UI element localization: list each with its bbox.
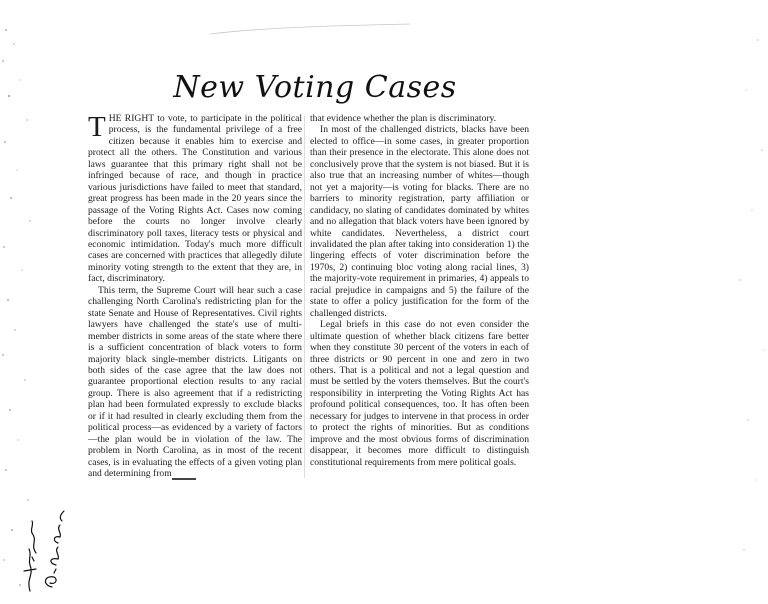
article-title: New Voting Cases bbox=[173, 70, 457, 105]
article-paragraph: This term, the Supreme Court will hear such a case challenging North Carolina's redistricting plan for the state Senate and House of Representatives. Civil rights lawyers have challenged the state's use of multi-member districts in some areas of the state where there is a sufficient concentration of black voters to form majority black single-member districts. Litigants on both sides of the case agree that the law does not guarantee proportional election results to any racial group. There is also agreement that if a redistricting plan had been formulated expressly to exclude blacks or if it had resulted in clearly excluding them from the political process—as evidenced by a variety of factors—the plan would be in violation of the law. The problem in North Carolina, as in most of the recent cases, is in evaluating the effects of a given voting plan and determining from bbox=[88, 284, 302, 480]
article-paragraph: that evidence whether the plan is discriminatory. bbox=[310, 113, 497, 124]
article-paragraph: Legal briefs in this case do not even consider the ultimate question of whether black citizens fare better when they constitute 30 percent of the voters in each of three districts or 90 percent in one and zero in two others. That is a political and not a legal question and must be settled by the voters themselves. But the court's responsibility in interpreting the Voting Rights Act has profound political consequences, too. It has often been necessary for judges to intervene in that process in order to protect the rights of minorities. But as conditions improve and the most obvious forms of discrimination disappear, it becomes more difficult to distinguish constitutional requirements from mere political goals. bbox=[310, 319, 529, 468]
handwritten-annotation bbox=[12, 505, 70, 595]
column-divider bbox=[304, 116, 305, 478]
paragraph-text: HE RIGHT to vote, to participate in the political process, is the fundamental privilege of a free citizen because it enables him to exercise and protect all the others. The Constitution and various laws guarantee that this primary right shall not be infringed because of race, and though in practice various jurisdictions have failed to meet that standard, great progress has been made in the 20 years since the passage of the Voting Rights Act. Cases now coming before the courts no longer involve clearly discriminatory poll taxes, literacy tests or physical and economic intimidation. Today's much more difficult cases are concerned with practices that allegedly dilute minority voting strength to the extent that they are, in fact, discriminatory. bbox=[88, 113, 302, 285]
end-mark bbox=[172, 478, 196, 480]
scan-noise-right bbox=[728, 0, 768, 604]
article-paragraph: In most of the challenged districts, blacks have been elected to office—in some cases, in greater proportion than their presence in the electorate. This alone does not conclusively prove that the system is not biased. But it is also true that an increasing number of whites—though not yet a majority—is voting for blacks. There are no barriers to minority registration, party affiliation or candidacy, no slating of candidates dominated by whites and no allegation that black voters have been ignored by white candidates. Nevertheless, a district court invalidated the plan after taking into consideration 1) the lingering effects of voter discrimination before the 1970s, 2) continuing bloc voting along racial lines, 3) the majority-vote requirement in primaries, 4) appeals to racial prejudice in campaigns and 5) the failure of the state to offer a policy justification for the form of the challenged districts. bbox=[310, 124, 529, 319]
article-paragraph bbox=[88, 113, 302, 285]
article-column-right bbox=[310, 113, 529, 468]
article-column-left bbox=[88, 113, 302, 480]
drop-cap: T bbox=[88, 111, 106, 143]
scan-speckle-top bbox=[200, 20, 420, 40]
